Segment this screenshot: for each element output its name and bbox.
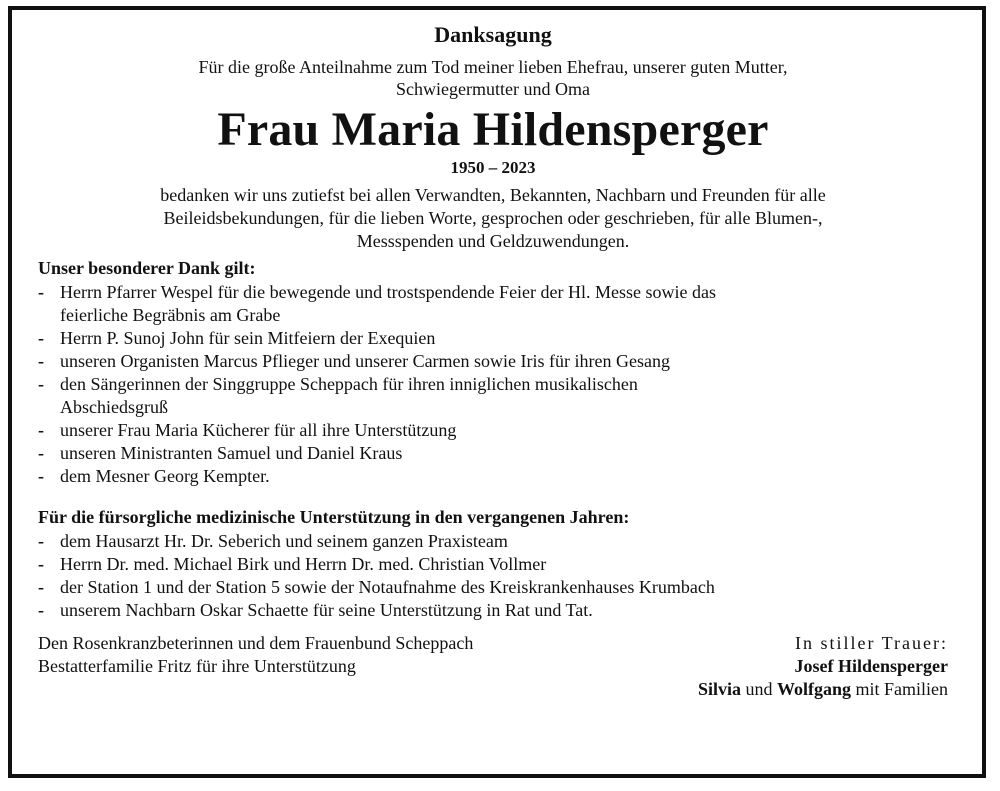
dash-mark: - — [38, 531, 44, 551]
dash-mark: - — [38, 374, 44, 394]
dash-mark: - — [38, 600, 44, 620]
mourning-label: In stiller Trauer: — [795, 633, 948, 653]
thanks-text — [38, 184, 948, 253]
dash-mark: - — [38, 328, 44, 348]
mourner-2: Silvia und Wolfgang mit Familien — [697, 679, 948, 699]
medical-thanks-heading: Für die fürsorgliche medizinische Unterstützung in den vergangenen Jahren: — [38, 507, 630, 527]
notice-content — [38, 22, 948, 702]
notice-title: Danksagung — [434, 22, 552, 47]
special-thanks-heading: Unser besonderer Dank gilt: — [38, 258, 256, 278]
dash-mark: - — [38, 554, 44, 574]
footer-left-line-2: Bestatterfamilie Fritz für ihre Unterstützung — [38, 656, 356, 676]
deceased-name: Frau Maria Hildensperger — [217, 103, 769, 156]
intro-text — [38, 56, 948, 100]
thanks-line-1: bedanken wir uns zutiefst bei allen Verwandten, Bekannten, Nachbarn und Freunden für alle — [160, 185, 826, 205]
list-item: - Herrn P. Sunoj John für sein Mitfeiern der Exequien — [38, 328, 436, 348]
list-item: - unseren Ministranten Samuel und Daniel Kraus — [38, 443, 403, 463]
additional-thanks — [38, 632, 473, 678]
dash-mark: - — [38, 466, 44, 486]
special-thanks-list — [38, 281, 948, 488]
list-item: - Herrn Dr. med. Michael Birk und Herrn Dr. med. Christian Vollmer — [38, 554, 547, 574]
mourner-1: Josef Hildensperger — [794, 656, 948, 676]
dash-mark: - — [38, 351, 44, 371]
mourners-signature — [698, 632, 948, 701]
list-item: - dem Hausarzt Hr. Dr. Seberich und seinem ganzen Praxisteam — [38, 531, 508, 551]
thanks-line-3: Messspenden und Geldzuwendungen. — [356, 231, 630, 251]
list-item: - dem Mesner Georg Kempter. — [38, 466, 270, 486]
list-item: - unseren Organisten Marcus Pflieger und unserer Carmen sowie Iris für ihren Gesang — [38, 351, 670, 371]
list-item: - den Sängerinnen der Singgruppe Scheppach für ihren inniglichen musikalischen Abschiedsgruß — [38, 374, 638, 417]
list-item: - der Station 1 und der Station 5 sowie der Notaufnahme des Kreiskrankenhauses Krumbach — [38, 577, 715, 597]
intro-line-1: Für die große Anteilnahme zum Tod meiner lieben Ehefrau, unserer guten Mutter, — [198, 57, 788, 77]
footer-left-line-1: Den Rosenkranzbeterinnen und dem Frauenbund Scheppach — [38, 633, 474, 653]
dash-mark: - — [38, 420, 44, 440]
thanks-line-2: Beileidsbekundungen, für die lieben Worte, gesprochen oder geschrieben, für alle Blumen-, — [163, 208, 823, 228]
dash-mark: - — [38, 282, 44, 302]
list-item: - unserem Nachbarn Oskar Schaette für seine Unterstützung in Rat und Tat. — [38, 600, 593, 620]
dash-mark: - — [38, 577, 44, 597]
dash-mark: - — [38, 443, 44, 463]
life-years: 1950 – 2023 — [450, 158, 536, 177]
spacer — [38, 488, 948, 502]
list-item: - unserer Frau Maria Kücherer für all ihre Unterstützung — [38, 420, 457, 440]
list-item: - Herrn Pfarrer Wespel für die bewegende und trostspendende Feier der Hl. Messe sowie das feierliche Begräbnis am Grabe — [38, 282, 717, 325]
medical-thanks-list — [38, 530, 948, 622]
notice-footer — [38, 632, 948, 702]
intro-line-2: Schwiegermutter und Oma — [396, 79, 590, 99]
